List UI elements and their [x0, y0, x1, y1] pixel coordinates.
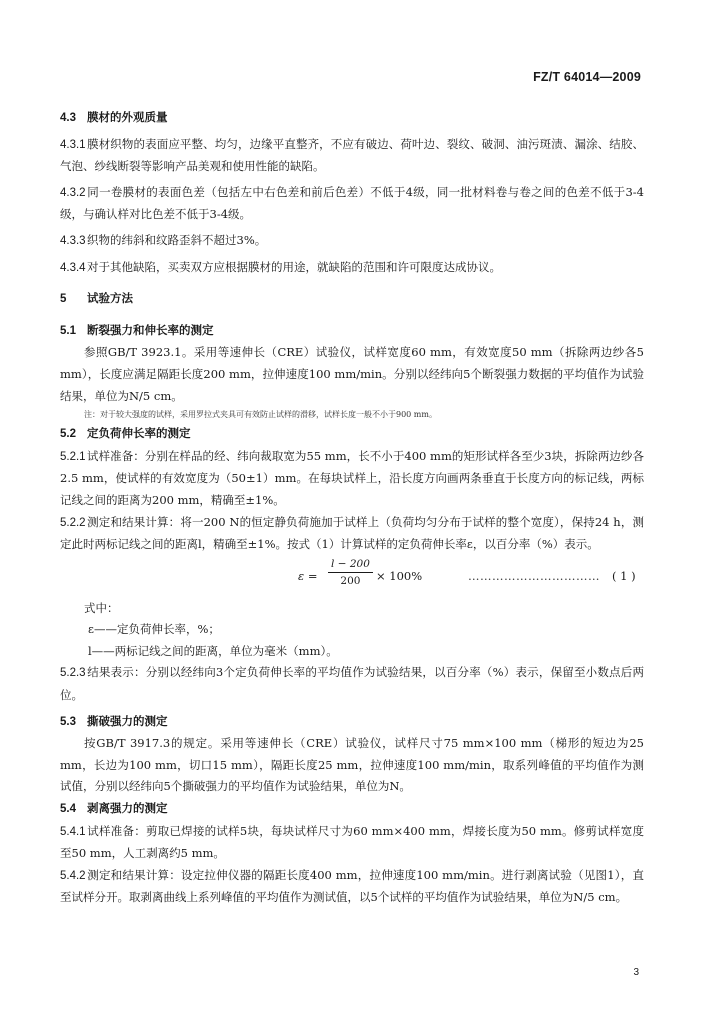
- heading-5-2: 5.2 定负荷伸长率的测定: [60, 426, 191, 441]
- document-body: [60, 107, 644, 909]
- clause-5-2-2: 5.2.2测定和结果计算：将一200 N的恒定静负荷施加于试样上（负荷均匀分布于试样的整个宽度），保持24 h，测定此时两标记线之间的距离l，精确至±1%。按式（1）计算试样的定负荷伸长率ε，以百分率（%）表示。: [60, 514, 644, 552]
- clause-5-2-1: 5.2.1试样准备：分别在样品的经、纬向裁取宽为55 mm，长不小于400 mm的矩形试样各至少3块，拆除两边纱各2.5 mm，使试样的有效宽度为（50±1）mm。在每块试样上，沿长度方向画两条垂直于长度方向的标记线，两标记线之间的距离为200 mm，精确至±1%。: [60, 448, 644, 507]
- formula-fraction: [328, 556, 373, 589]
- clause-5-2-3: 5.2.3结果表示：分别以经纬向3个定负荷伸长率的平均值作为试验结果，以百分率（%）表示，保留至小数点后两位。: [60, 665, 644, 703]
- formula-leader-dots: ……………………………: [468, 568, 600, 583]
- formula-denominator: 200: [340, 574, 361, 587]
- clause-5-1-text: 参照GB/T 3923.1。采用等速伸长（CRE）试验仪，试样宽度60 mm，有效宽度50 mm（拆除两边纱各5 mm），长度应满足隔距长度200 mm，拉伸速度100 mm/min。分别以经纬向5个断裂强力数据的平均值作为试验结果，单位为N/5 cm。: [60, 345, 644, 403]
- clause-4-3-3: 4.3.3织物的纬斜和纹路歪斜不超过3%。: [60, 232, 267, 247]
- heading-4-3: 4.3 膜材的外观质量: [60, 110, 168, 124]
- page-number: 3: [633, 967, 639, 978]
- heading-5-1: 5.1 断裂强力和伸长率的测定: [60, 322, 214, 337]
- clause-5-4-1: 5.4.1试样准备：剪取已焊接的试样5块，每块试样尺寸为60 mm×400 mm，焊接长度为50 mm。修剪试样宽度至50 mm，人工剥离约5 mm。: [60, 823, 644, 861]
- where-intro: 式中：: [84, 600, 119, 615]
- note-5-1: 注：对于较大强度的试样，采用罗拉式夹具可有效防止试样的滑移，试样长度一般不小于900 mm。: [84, 410, 437, 420]
- heading-5-4: 5.4 剥离强力的测定: [60, 801, 168, 816]
- clause-4-3-4: 4.3.4对于其他缺陷，买卖双方应根据膜材的用途，就缺陷的范围和许可限度达成协议。: [60, 259, 501, 274]
- formula-lhs: ε =: [298, 568, 318, 583]
- formula-number: ( 1 ): [612, 568, 636, 583]
- formula-1: [60, 558, 644, 594]
- clause-5-4-2: 5.4.2测定和结果计算：设定拉伸仪器的隔距长度400 mm，拉伸速度100 mm/min。进行剥离试验（见图1），直至试样分开。取剥离曲线上系列峰值的平均值作为测试值，以5个试样的平均值作为试验结果，单位为N/5 cm。: [60, 867, 644, 905]
- clause-4-3-1: 4.3.1膜材织物的表面应平整、均匀，边缘平直整齐，不应有破边、荷叶边、裂纹、破洞、油污斑渍、漏涂、结胶、气泡、纱线断裂等影响产品美观和使用性能的缺陷。: [60, 136, 644, 174]
- definition-l: l——两标记线之间的距离，单位为毫米（mm）。: [88, 643, 338, 658]
- clause-4-3-2: 4.3.2同一卷膜材的表面色差（包括左中右色差和前后色差）不低于4级，同一批材料卷与卷之间的色差不低于3-4级，与确认样对比色差不低于3-4级。: [60, 184, 644, 222]
- heading-5-3: 5.3 撕破强力的测定: [60, 713, 168, 728]
- standard-code-header: FZ/T 64014—2009: [533, 70, 641, 84]
- formula-numerator: l − 200: [328, 556, 373, 573]
- formula-multiplier: × 100%: [376, 568, 423, 583]
- clause-5-3-text: 按GB/T 3917.3的规定。采用等速伸长（CRE）试验仪，试样尺寸75 mm×100 mm（梯形的短边为25 mm，长边为100 mm，切口15 mm），隔距长度25 mm，拉伸速度100 mm/min，取系列峰值的平均值作为测试值，分别以经纬向5个撕破强力的平均值作为试验结果，单位为N。: [60, 736, 644, 794]
- heading-5: 5 试验方法: [60, 291, 133, 306]
- definition-epsilon: ε——定负荷伸长率，%；: [88, 622, 220, 637]
